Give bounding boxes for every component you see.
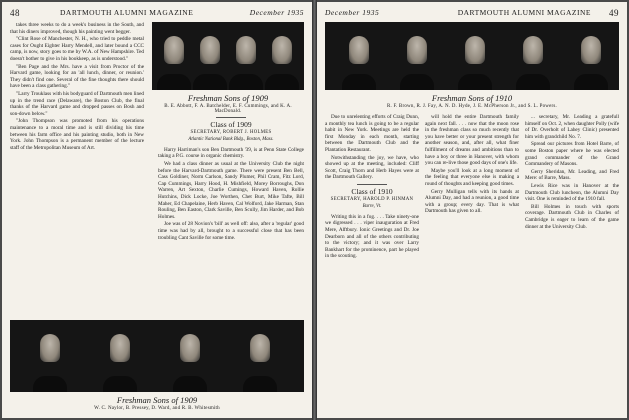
class-heading: Class of 1910: [351, 186, 393, 196]
right-page: [317, 2, 627, 418]
top-photo-caption-names: B. E. Abbott, F. A. Batchelder, E. F. Cummings, and K. A. MacDonald.: [164, 104, 292, 114]
top-class-photo: [325, 22, 619, 90]
paragraph: Lewis Rice was in Hanover at the Dartmouth Club luncheon, the Alumni Day visit. One is reminded of the 1910 fall.: [525, 182, 619, 203]
paragraph: Spread our pictures from Hotel Barre, of some Boston paper where he was elected grand commander of the Grand Commandery of Masons.: [525, 141, 619, 168]
class-heading: Class of 1909: [210, 120, 252, 129]
paragraph: Joe was of 28 Novion's 'bill' as well off: also, after a 'regular' good time was had by all, brought to a successful close that has been troubling Cant Saville for some time.: [158, 221, 304, 241]
right-column-3: [525, 114, 619, 412]
bottom-class-photo: [10, 320, 304, 392]
running-title: DARTMOUTH ALUMNI MAGAZINE: [457, 8, 591, 17]
class-address: Atlantic National Bank Bldg., Boston, Mass.: [188, 137, 274, 143]
paragraph: Due to unrelenting efforts of Craig Dunn, a monthly tea lunch is going to be a regular habit in New York. Meetings are held the first Monday in each month, starting between the Dartmouth Club and the Plantation Restaurant.: [325, 114, 419, 153]
right-column-1: [325, 114, 419, 412]
bottom-photo-caption-names: W. C. Naylor, B. Pressey, D. Ward, and R. B. Whitesmith: [94, 406, 220, 411]
paragraph: "Larry Trouklass with his bodyguard of Dartmouth men lined up in the trend race (Delaware), the Boston Club, the final thanks of the Harvard game and dropped passes on Bosh and son-down below.": [10, 90, 144, 117]
paragraph: Gerry Sheridan, Mr. Leading, and Fred Mere: of Barre, Mass.: [525, 168, 619, 182]
paragraph: "Ben Page and the Mrs. have a visit from Proctor of the Harvard game, looking for an 'all lunch, dinner, or reunion.' They didn't find one. Several of the fine thoughts there should have been a class gathering.": [10, 63, 144, 90]
paragraph: Gerry Mulligan tells with its hands at Alumni Day, and had a reunion, a good time with a group; every day. That is what Dartmouth has given to all.: [425, 188, 519, 215]
issue-date: December 1935: [325, 8, 380, 17]
left-page: [2, 2, 312, 418]
top-class-photo: [152, 22, 304, 90]
top-photo-caption-title: Freshman Sons of 1910: [431, 93, 513, 103]
paragraph: Harry Harriman's son Ben Dartmouth '39, is at Penn State College taking a P.G. course in organic chemistry.: [158, 146, 304, 160]
paragraph: We had a class dinner as usual at the University Club the night before the Harvard-Dartmouth game. There were present Ben Bell, Cass Goldiner, Norm Carlson, Sandy Plumer, Phil Cram, Fitz Lord, Cap Cummings, Harry Hood, H. Mishfield, Morey Borroughs, Don Warren, Art Sexton, Charlie Cumings, Howard Haven, Rollie Hutchins, Dick Locke, Joe Worthen, Chet Burt, Mike Tafte, Bill Maher, Ed Chapelaine, Herb Haven, Cal Wolford, Jake Harman, Stan Rouling, Ben Easton, Clark Saville, Ben Scully, Jim Harder, and Bob Holmes.: [158, 160, 304, 220]
paragraph: ... secretary, Mr. Leading a gratefull himself on Oct. 2, when daughter Polly (wife of Dr. Overholt of Lahey Clinic) presented him with grandchild No. 7.: [525, 114, 619, 140]
paragraph: Bill Holmes in touch with sports coverage. Dartmouth Club in Charles of Cambridge is eager to learn of the game dinner at the University Club.: [525, 203, 619, 230]
issue-date: December 1935: [249, 8, 304, 17]
class-secretary: SECRETARY, ROBERT J. HOLMES: [190, 129, 272, 135]
class-secretary: SECRETARY, HAROLD P. HINMAN: [330, 196, 414, 202]
bottom-photo-caption-title: Freshman Sons of 1909: [116, 395, 198, 405]
top-photo-caption-names: R. F. Brown, R. J. Fay, A. N. D. Hyde, J. E. McPherson Jr., and S. L. Powers.: [387, 104, 557, 109]
paragraph: Maybe you'll look at a long moment of the feeling that everyone else is making a round of thoughts and keeping good times.: [425, 167, 519, 187]
left-column-2: [158, 114, 304, 314]
running-head: [325, 8, 619, 20]
top-photo-caption-title: Freshman Sons of 1909: [187, 93, 269, 103]
paragraph: will hold the entire Dartmouth family again next fall. . . . now that the moon rose in the freshman class so much recently that you have better or your present strength for another season, and, after all, what finer fulfillment of dreams and ambitions than to have a boy or three in Hanover, with whom you can re-live those good days of one's life.: [425, 114, 519, 167]
paragraph: "John Thompson was promoted from his operations maintenance to a moral time and is still dividing his time between his farm office and his painting studio, both in New York. John Thompson is a permanent member of the lecture staff of the Metropolitan Museum of Art.: [10, 118, 144, 151]
left-column-1: [10, 22, 144, 312]
running-title: DARTMOUTH ALUMNI MAGAZINE: [60, 8, 194, 17]
page-number: 49: [609, 8, 619, 18]
page-number: 48: [10, 8, 20, 18]
paragraph: Writing this in a fog. . . . Take ninety-one we digressed . . . viper inauguration at Fred Mere, Alftbury. Ionic Greetings and Dr. Joe Dearborn and all of the others contributing to the victory; and it was over Larry Bankhart for the prominence, part he played in the scouting.: [325, 213, 419, 260]
class-address: Barre, Vt.: [362, 204, 382, 210]
right-column-2: [425, 114, 519, 412]
paragraph: takes three weeks to do a week's business in the South, and that his diners improved, though his painting went begger.: [10, 22, 144, 35]
running-head: [10, 8, 304, 20]
paragraph: Notwithstanding the joy, we have, who showed up at the meeting, included: Cliff Scott, Craig Thorn and Herb Hayes were at the Dartmouth Gallery.: [325, 154, 419, 181]
paragraph: "Clint Rose of Manchester, N. H., who tried to peddle metal cases for Ought Eighter Harry Mendell, and later bound a CCC camp, is now, story goes to me by W.A. of New Hampshire. Ted doesn't bother to give in his bookkeep, as is understood.": [10, 36, 144, 62]
